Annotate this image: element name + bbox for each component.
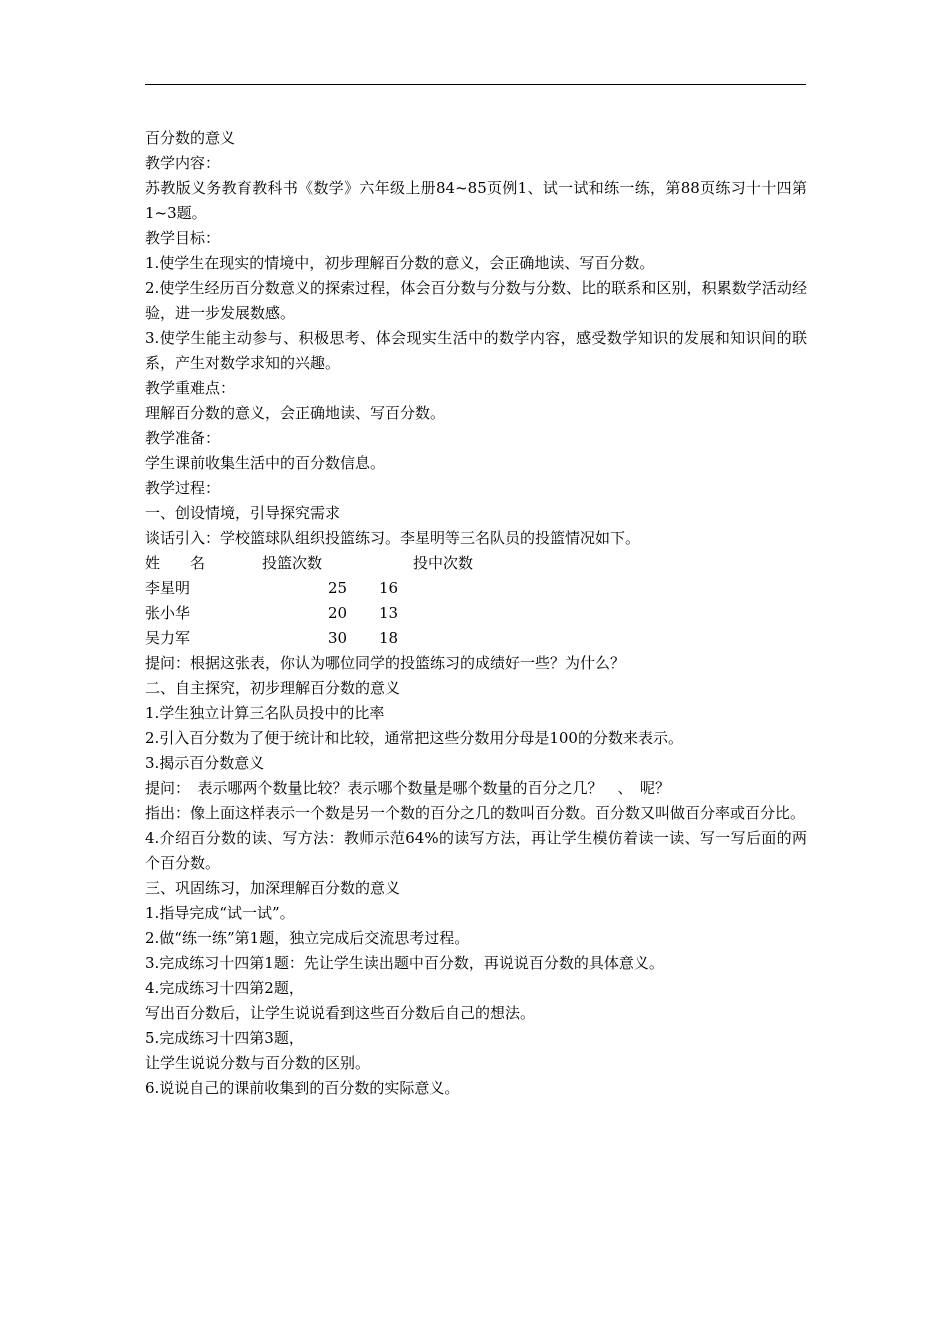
table-row bbox=[145, 576, 807, 601]
goal-item: 1.使学生在现实的情境中，初步理解百分数的意义，会正确地读、写百分数。 bbox=[145, 254, 655, 272]
table-cell-name: 李星明 bbox=[145, 579, 191, 597]
section1-question: 提问：根据这张表，你认为哪位同学的投篮练习的成绩好一些？为什么？ bbox=[145, 654, 626, 672]
goal-item: 2.使学生经历百分数意义的探索过程，体会百分数与分数与分数、比的联系和区别，积累数学活动经验，进一步发展数感。 bbox=[145, 279, 807, 322]
section3-item: 1.指导完成“试一试”。 bbox=[145, 904, 295, 922]
section3-item: 6.说说自己的课前收集到的百分数的实际意义。 bbox=[145, 1079, 460, 1097]
section2-item: 提问： 表示哪两个数量比较？表示哪个数量是哪个数量的百分之几？ 、 呢？ bbox=[145, 779, 671, 797]
table-cell-hits: 13 bbox=[379, 604, 399, 622]
table-cell-attempts: 25 bbox=[328, 579, 348, 597]
table-header-row bbox=[145, 551, 807, 576]
table-cell-attempts: 30 bbox=[328, 629, 348, 647]
table-header-cell: 投中次数 bbox=[413, 554, 474, 572]
section3-item: 3.完成练习十四第1题：先让学生读出题中百分数，再说说百分数的具体意义。 bbox=[145, 954, 664, 972]
section1-title: 一、创设情境，引导探究需求 bbox=[145, 504, 341, 522]
section3-item: 写出百分数后，让学生说说看到这些百分数后自己的想法。 bbox=[145, 1004, 536, 1022]
prep-heading: 教学准备： bbox=[145, 429, 221, 447]
lesson-title: 百分数的意义 bbox=[145, 129, 236, 147]
process-heading: 教学过程： bbox=[145, 479, 221, 497]
header-rule bbox=[145, 84, 806, 85]
table-cell-attempts: 20 bbox=[328, 604, 348, 622]
table-cell-hits: 18 bbox=[379, 629, 399, 647]
content-text: 苏教版义务教育教科书《数学》六年级上册84~85页例1、试一试和练一练，第88页练习十十四第1~3题。 bbox=[145, 179, 807, 222]
table-row bbox=[145, 601, 807, 626]
table-header-cell: 投篮次数 bbox=[262, 554, 323, 572]
section2-item: 1.学生独立计算三名队员投中的比率 bbox=[145, 704, 385, 722]
key-heading: 教学重难点： bbox=[145, 379, 236, 397]
section3-item: 让学生说说分数与百分数的区别。 bbox=[145, 1054, 371, 1072]
goals-heading: 教学目标： bbox=[145, 229, 221, 247]
section3-title: 三、巩固练习，加深理解百分数的意义 bbox=[145, 879, 401, 897]
table-cell-name: 吴力军 bbox=[145, 629, 191, 647]
prep-text: 学生课前收集生活中的百分数信息。 bbox=[145, 454, 386, 472]
table-row bbox=[145, 626, 807, 651]
table-cell-name: 张小华 bbox=[145, 604, 191, 622]
lesson-body bbox=[145, 126, 807, 1101]
section2-item: 2.引入百分数为了便于统计和比较，通常把这些分数用分母是100的分数来表示。 bbox=[145, 729, 683, 747]
section2-item: 4.介绍百分数的读、写方法：教师示范64%的读写方法，再让学生模仿着读一读、写一写后面的两个百分数。 bbox=[145, 829, 807, 872]
table-cell-hits: 16 bbox=[379, 579, 399, 597]
section2-title: 二、自主探究，初步理解百分数的意义 bbox=[145, 679, 401, 697]
shooting-table bbox=[145, 551, 807, 651]
table-header-cell: 姓 名 bbox=[145, 554, 206, 572]
section3-item: 5.完成练习十四第3题， bbox=[145, 1029, 304, 1047]
section3-item: 4.完成练习十四第2题， bbox=[145, 979, 304, 997]
goal-item: 3.使学生能主动参与、积极思考、体会现实生活中的数学内容，感受数学知识的发展和知识间的联系，产生对数学求知的兴趣。 bbox=[145, 329, 807, 372]
section2-item: 指出：像上面这样表示一个数是另一个数的百分之几的数叫百分数。百分数又叫做百分率或百分比。 bbox=[145, 804, 806, 822]
content-heading: 教学内容： bbox=[145, 154, 221, 172]
section1-intro: 谈话引入：学校篮球队组织投篮练习。李星明等三名队员的投篮情况如下。 bbox=[145, 529, 641, 547]
section3-item: 2.做“练一练”第1题，独立完成后交流思考过程。 bbox=[145, 929, 470, 947]
key-text: 理解百分数的意义，会正确地读、写百分数。 bbox=[145, 404, 446, 422]
section2-item: 3.揭示百分数意义 bbox=[145, 754, 265, 772]
